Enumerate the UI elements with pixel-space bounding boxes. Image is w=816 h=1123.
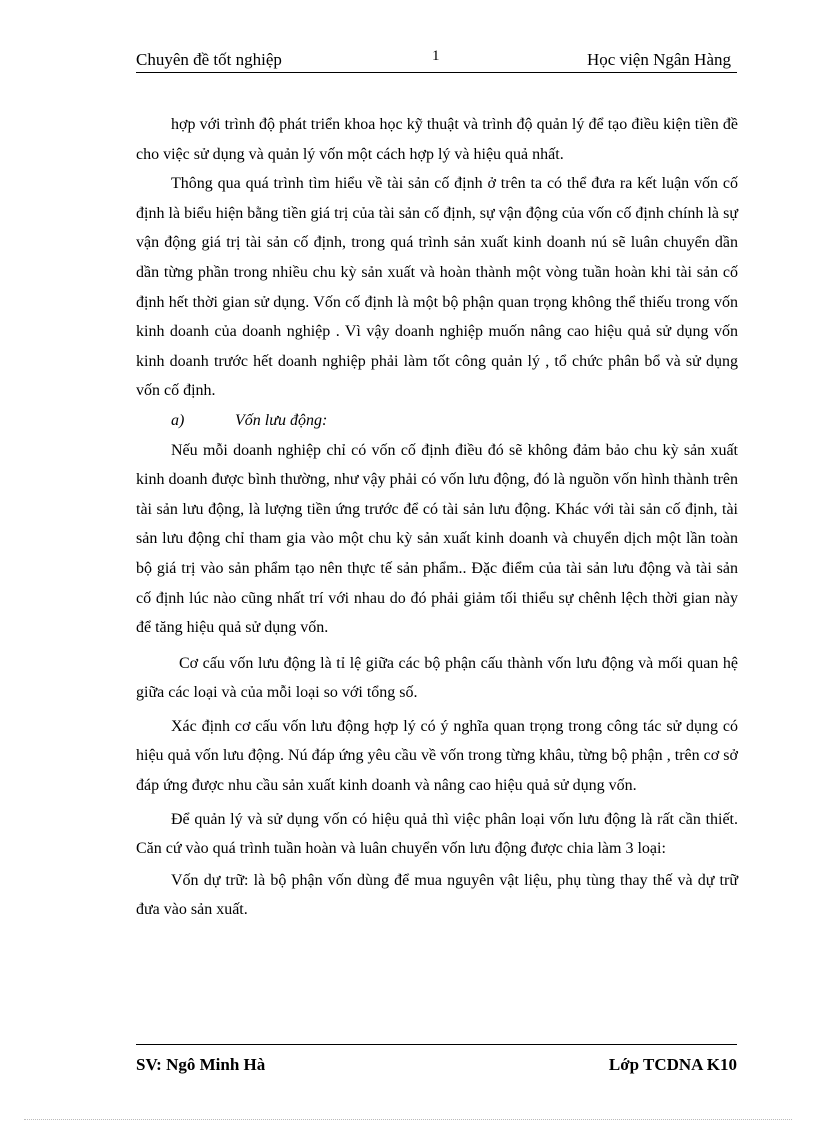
paragraph: Cơ cấu vốn lưu động là tỉ lệ giữa các bộ phận cấu thành vốn lưu động và mối quan hệ giữa các loại và của mỗi loại so với tổng số. (136, 654, 738, 702)
paragraph: Nếu mỗi doanh nghiệp chỉ có vốn cố định điều đó sẽ không đảm bảo chu kỳ sản xuất kinh doanh được bình thường, như vậy phải có vốn lưu động, đó là nguồn vốn hình thành trên tài sản lưu động, là lượng tiền ứng trước để có tài sản lưu động. Khác với tài sản cố định, tài sản lưu động chỉ tham gia vào một chu kỳ sản xuất kinh doanh và chuyển dịch một lần toàn bộ giá trị vào sản phẩm tạo nên thực tế sản phẩm.. Đặc điểm của tài sản lưu động và tài sản cố định lúc nào cũng nhất trí với nhau do đó phải giảm tối thiểu sự chênh lệch thời gian này để tăng hiệu quả sử dụng vốn. (136, 441, 738, 637)
paragraph: hợp với trình độ phát triển khoa học kỹ thuật và trình độ quản lý để tạo điều kiện tiền đề cho việc sử dụng và quản lý vốn một cách hợp lý và hiệu quả nhất. (136, 116, 738, 163)
page-footer (136, 1044, 737, 1074)
document-body (136, 110, 738, 925)
footer-student-name: SV: Ngô Minh Hà (136, 1055, 266, 1074)
footer-class: Lớp TCDNA K10 (608, 1055, 737, 1074)
header-left-title: Chuyên đề tốt nghiệp (136, 50, 282, 69)
page-boundary-line (24, 1119, 792, 1120)
paragraph: Vốn dự trữ: là bộ phận vốn dùng để mua nguyên vật liệu, phụ tùng thay thế và dự trữ đưa vào sản xuất. (136, 871, 738, 919)
page-number: 1 (432, 48, 440, 64)
header-right-title: Học viện Ngân Hàng (587, 50, 731, 69)
page-header (136, 48, 737, 73)
subheading-title: Vốn lưu động: (235, 411, 328, 429)
paragraph: Thông qua quá trình tìm hiểu về tài sản cố định ở trên ta có thể đưa ra kết luận vốn cố định là biểu hiện bằng tiền giá trị của tài sản cố định, sự vận động của vốn cố định chính là sự vận động giá trị tài sản cố định, trong quá trình sản xuất kinh doanh nú sẽ luân chuyển dần dần từng phần trong nhiều chu kỳ sản xuất và hoàn thành một vòng tuần hoàn khi tài sản cố định hết thời gian sử dụng. Vốn cố định là một bộ phận quan trọng không thể thiếu trong vốn kinh doanh của doanh nghiệp . Vì vậy doanh nghiệp muốn nâng cao hiệu quả sử dụng vốn kinh doanh trước hết doanh nghiệp phải làm tốt công quản lý , tổ chức phân bổ và sử dụng vốn cố định. (136, 175, 738, 400)
paragraph: Để quản lý và sử dụng vốn có hiệu quả thì việc phân loại vốn lưu động là rất cần thiết. Căn cứ vào quá trình tuần hoàn và luân chuyển vốn lưu động được chia làm 3 loại: (136, 810, 738, 858)
subheading (136, 406, 738, 436)
paragraph: Xác định cơ cấu vốn lưu động hợp lý có ý nghĩa quan trọng trong công tác sử dụng có hiệu quả vốn lưu động. Nú đáp ứng yêu cầu về vốn trong từng khâu, từng bộ phận , trên cơ sở đáp ứng được nhu cầu sản xuất kinh doanh và nâng cao hiệu quả sử dụng vốn. (136, 717, 738, 795)
subheading-label: a) (171, 411, 185, 429)
